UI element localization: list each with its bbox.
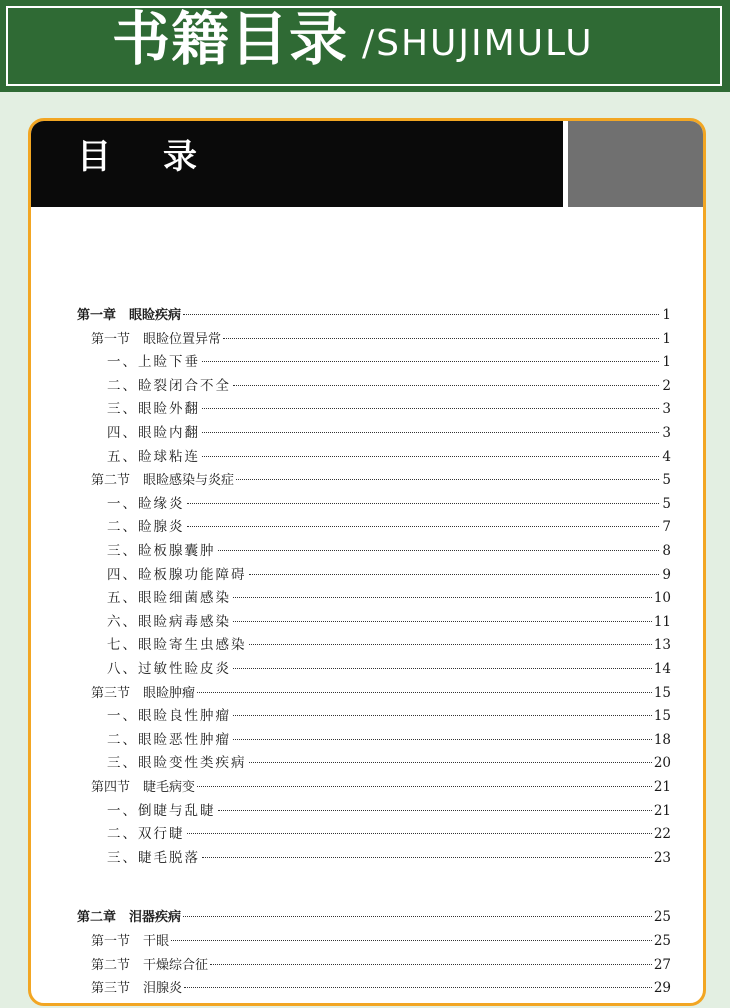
toc-page-number: 25 (653, 933, 671, 949)
dot-leader (202, 432, 659, 433)
toc-chapter-row (77, 305, 671, 325)
dot-leader (233, 715, 652, 716)
toc-entry-title: 第二节 眼睑感染与炎症 (91, 473, 235, 489)
toc-entry-title: 二、睑腺炎 (107, 519, 185, 536)
toc-page-number: 27 (653, 956, 671, 973)
toc-item-row (107, 635, 671, 655)
dot-leader (183, 916, 652, 917)
toc-entry-title: 七、眼睑寄生虫感染 (107, 637, 247, 654)
toc-item-row (107, 801, 671, 821)
dot-leader (233, 668, 652, 669)
toc-entry-title: 第二章 泪器疾病 (77, 910, 182, 926)
header-banner (0, 0, 730, 92)
toc-page-number: 3 (662, 401, 671, 418)
toc-entry-title: 第一章 眼睑疾病 (77, 308, 182, 323)
dot-leader (218, 550, 660, 551)
toc-entry-title: 二、眼睑恶性肿瘤 (107, 731, 231, 748)
dot-leader (202, 857, 652, 858)
toc-entry-title: 一、倒睫与乱睫 (107, 802, 216, 819)
toc-page-number: 8 (662, 543, 671, 559)
toc-entry-title: 五、睑球粘连 (107, 448, 200, 465)
dot-leader (236, 479, 659, 480)
toc-item-row (107, 659, 671, 679)
toc-item-row (107, 541, 671, 561)
toc-section-row (91, 470, 671, 490)
dot-leader (249, 574, 660, 575)
dot-leader (197, 786, 652, 787)
dot-leader (183, 314, 659, 315)
toc-page-number: 7 (662, 519, 671, 536)
dot-leader (218, 810, 652, 811)
toc-card (28, 118, 706, 1006)
card-header (31, 121, 563, 207)
toc-section-row (91, 683, 671, 703)
toc-entry-title: 第四节 睫毛病变 (91, 780, 196, 795)
toc-item-row (107, 565, 671, 585)
toc-page-number: 11 (653, 613, 671, 630)
toc-page-number: 20 (653, 755, 671, 772)
toc-item-row (107, 352, 671, 372)
toc-entry-title: 三、眼睑外翻 (107, 401, 200, 418)
toc-page-number: 22 (653, 826, 671, 843)
dot-leader (197, 692, 652, 693)
toc-page-number: 13 (653, 637, 671, 654)
toc-chapter-row (77, 907, 671, 927)
dot-leader (210, 964, 652, 965)
toc-page-number: 5 (662, 495, 671, 512)
dot-leader (233, 385, 659, 386)
dot-leader (202, 456, 659, 457)
toc-entry-title: 三、眼睑变性类疾病 (107, 755, 247, 772)
toc-page-number: 25 (653, 909, 671, 926)
banner-subtitle: /SHUJIMULU (362, 23, 594, 64)
toc-item-row (107, 494, 671, 514)
toc-page-number: 23 (653, 849, 671, 866)
toc-item-row (107, 753, 671, 773)
toc-entry-title: 一、睑缘炎 (107, 495, 185, 512)
dot-leader (249, 644, 652, 645)
toc-page-number: 5 (662, 472, 671, 489)
toc-section-row (91, 931, 671, 951)
toc-section-row (91, 978, 671, 998)
dot-leader (187, 833, 652, 834)
toc-page-number: 4 (662, 448, 671, 465)
toc-entry-title: 二、睑裂闭合不全 (107, 377, 231, 394)
dot-leader (187, 526, 660, 527)
toc-entry-title: 第三节 泪腺炎 (91, 981, 183, 997)
toc-page-number: 1 (662, 354, 671, 371)
toc-item-row (107, 423, 671, 443)
toc-entry-title: 五、眼睑细菌感染 (107, 590, 231, 607)
toc-page-number: 3 (662, 425, 671, 441)
dot-leader (233, 597, 652, 598)
dot-leader (202, 361, 659, 362)
toc-page-number: 15 (653, 708, 671, 725)
toc-entry-title: 第一节 干眼 (91, 934, 170, 949)
toc-entry-title: 一、上睑下垂 (107, 354, 200, 371)
toc-page-number: 1 (662, 330, 671, 347)
toc-page-number: 29 (653, 980, 671, 997)
toc-entry-title: 三、睫毛脱落 (107, 849, 200, 866)
dot-leader (233, 739, 652, 740)
toc-page-number: 18 (653, 731, 671, 748)
dot-leader (171, 940, 652, 941)
toc-item-row (107, 399, 671, 419)
dot-leader (202, 408, 659, 409)
toc-item-row (107, 447, 671, 467)
toc-entry-title: 第三节 眼睑肿瘤 (91, 685, 196, 701)
toc-item-row (107, 612, 671, 632)
toc-item-row (107, 824, 671, 844)
toc-entry-title: 第一节 眼睑位置异常 (91, 331, 222, 347)
toc-item-row (107, 848, 671, 868)
toc-entry-title: 三、睑板腺囊肿 (107, 543, 216, 559)
toc-item-row (107, 517, 671, 537)
toc-page-number: 21 (653, 779, 671, 795)
dot-leader (223, 338, 659, 339)
toc-page-number: 1 (662, 307, 671, 323)
toc-item-row (107, 588, 671, 608)
dot-leader (249, 762, 652, 763)
card-heading: 目录 (77, 137, 249, 177)
banner-title: 书籍目录 (112, 5, 349, 73)
toc-page-number: 10 (653, 590, 671, 607)
dot-leader (184, 987, 652, 988)
toc-page-number: 15 (653, 684, 671, 701)
toc-item-row (107, 376, 671, 396)
toc-section-row (91, 777, 671, 797)
toc-entry-title: 一、眼睑良性肿瘤 (107, 708, 231, 725)
toc-entry-title: 四、睑板腺功能障碍 (107, 566, 247, 583)
toc-item-row (107, 730, 671, 750)
toc-entry-title: 四、眼睑内翻 (107, 425, 200, 441)
toc-page-number: 9 (662, 566, 671, 583)
toc-page-number: 14 (653, 661, 671, 677)
toc-item-row (107, 706, 671, 726)
toc-page-number: 2 (662, 377, 671, 394)
dot-leader (233, 621, 652, 622)
card-header-accent (568, 121, 703, 207)
toc-entry-title: 二、双行睫 (107, 826, 185, 843)
toc-section-row (91, 329, 671, 349)
toc-page-number: 21 (653, 802, 671, 819)
toc-entry-title: 八、过敏性睑皮炎 (107, 661, 231, 677)
toc-entry-title: 第二节 干燥综合征 (91, 957, 209, 973)
toc-entry-title: 六、眼睑病毒感染 (107, 613, 231, 630)
toc-section-row (91, 955, 671, 975)
dot-leader (187, 503, 660, 504)
